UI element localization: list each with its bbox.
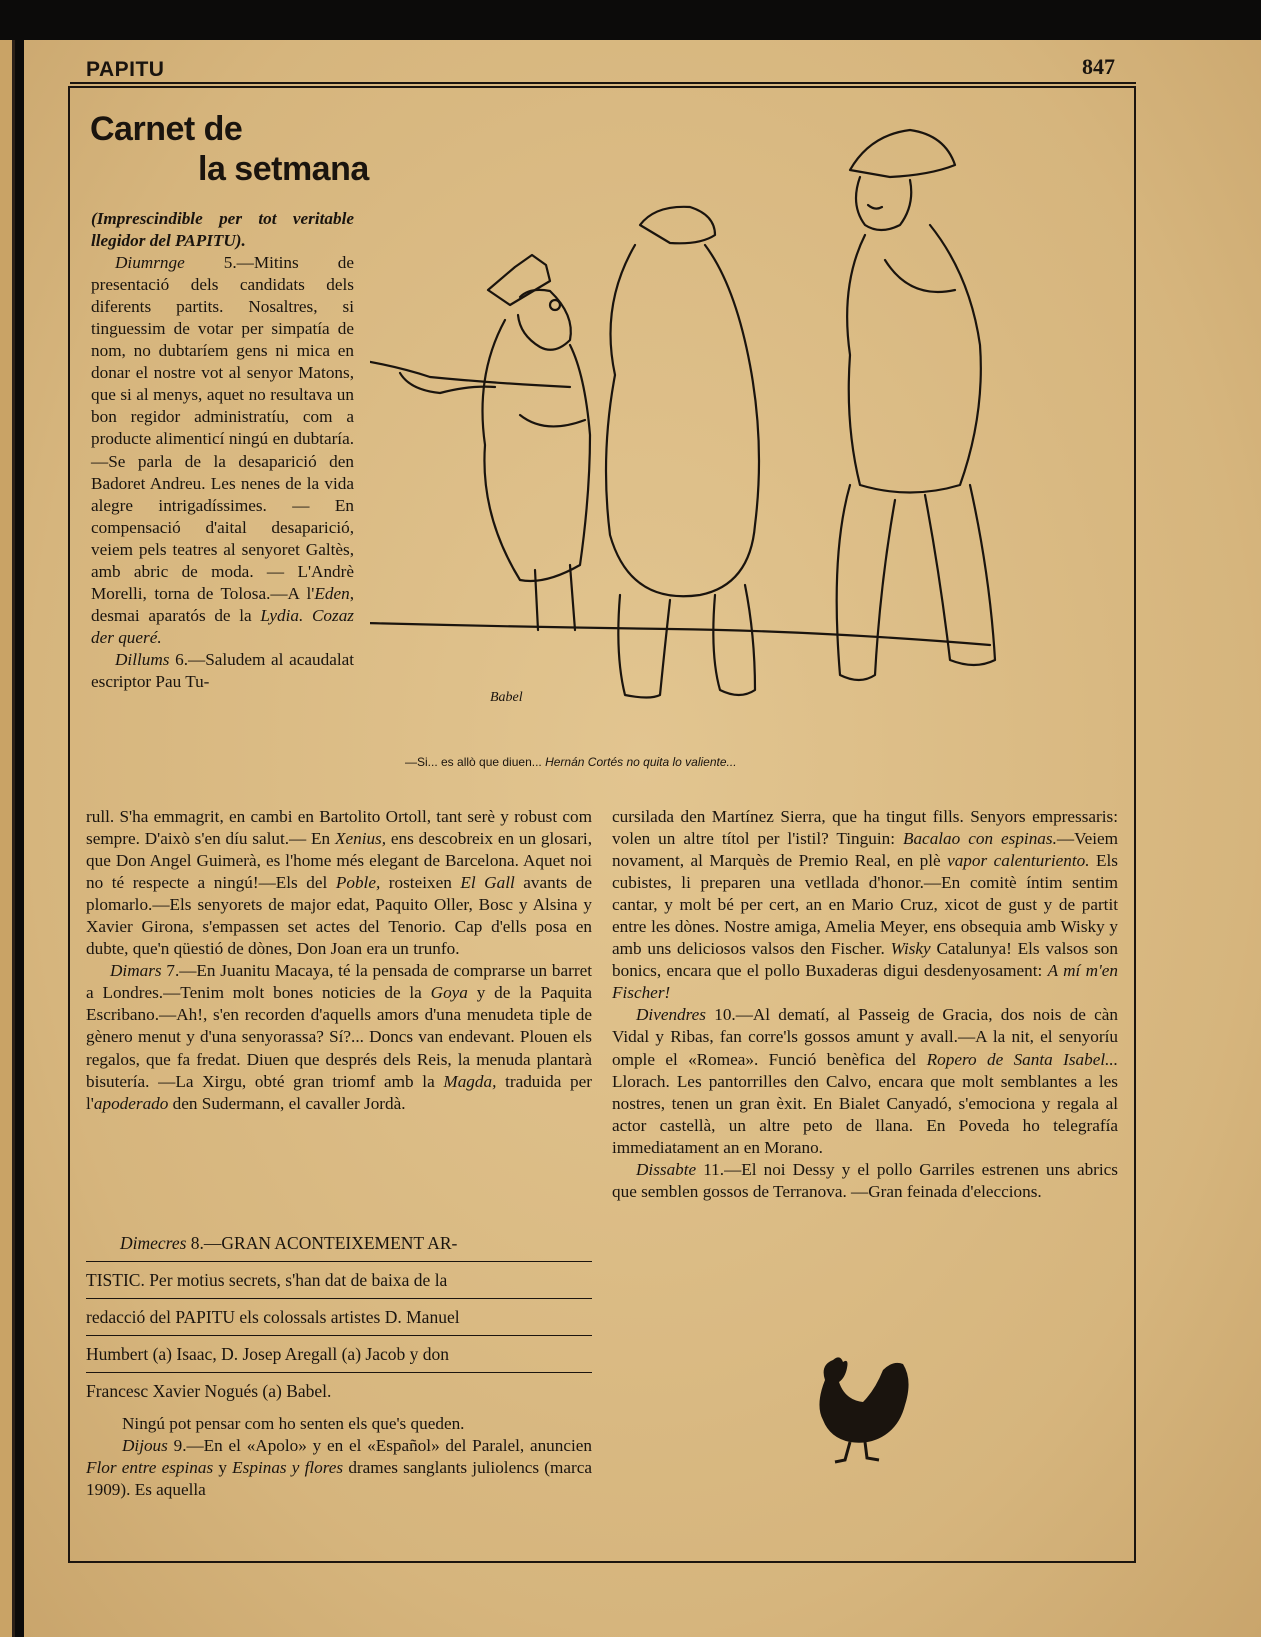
running-header: PAPITU [86,58,165,81]
announcement-line: Dimecres 8.—GRAN ACONTEIXEMENT AR- [86,1225,592,1262]
announcement-line: TISTIC. Per motius secrets, s'han dat de baixa de la [86,1262,592,1299]
middle-column [86,806,592,1115]
thursday-section [86,1413,592,1501]
announcement-line: Francesc Xavier Nogués (a) Babel. [86,1381,332,1401]
header-rule [70,82,1136,84]
announcement-line: redacció del PAPITU els colossals artistes D. Manuel [86,1299,592,1336]
entry-tuesday: Dimars 7.—En Juanitu Macaya, té la pensada de comprarse un barret a Londres.—Tenim molt bones noticies de la Goya y de la Paquita Escribano.—Ah!, s'en recorden d'aquells amors d'una menudeta tiple de gènero menut y d'una senyorassa? Sí?... Doncs van endevant. Plouen els regalos, que fa fredat. Diuen que després dels Reis, la menuda plantarà bisutería. —La Xirgu, obté gran triomf amb la Magda, traduida per l'apoderado den Sudermann, el cavaller Jordà. [86,961,593,1113]
entry-monday-start: Dillums 6.—Saludem al acaudalat escriptor Pau Tu- [91,649,354,691]
entry-sunday: Diumrnge 5.—Mitins de presentació dels candidats dels diferents partits. Nosaltres, si tinguessim de votar per simpatía de nom, no dubtaríem gens ni mica en donar el nostre vot al senyor Matons, que si al menys, aquet no resultava un bon regidor administratíu, com a producte alimenticí ningú en dubtaría.—Se parla de la desaparició den Badoret Andreu. Les nenes de la vida alegre intrigadíssimes. — En compensació d'aital desaparició, veiem pels teatres al senyoret Galtès, amb abric de moda. — L'Andrè Morelli, torna de Tolosa.—A l'Eden, desmai aparatós de la Lydia. Cozaz der queré. [91,253,354,647]
illustration-caption: —Si... es allò que diuen... Hernán Cortés no quita lo valiente... [405,755,737,769]
article-subtitle: (Imprescindible per tot veritable llegidor del PAPITU). [91,209,354,251]
entry-saturday: Dissabte 11.—El noi Dessy y el pollo Garriles estrenen uns abrics que semblen gossos de Terranova. —Gran feinada d'eleccions. [612,1159,1118,1201]
article-title-line2: la setmana [198,150,369,188]
article-title-line1: Carnet de [90,110,243,148]
announcement-line: Humbert (a) Isaac, D. Josep Aregall (a) Jacob y don [86,1336,592,1373]
entry-monday-cont: rull. S'ha emmagrit, en cambi en Bartolito Ortoll, tant serè y robust com sempre. D'això s'en díu salut.— En Xenius, ens descobreix en un glosari, que Don Angel Guimerà, es l'home més elegant de Barcelona. Aquet noi no té respecte a ningú!—Els del Poble, rosteixen El Gall avants de plomarlo.—Els senyorets de major edat, Paquito Oller, Bosc y Alsina y Xavier Girona, s'empassen set actes del Tenorio. Cap d'ells posa en dubte, que'n qüestió de dònes, Don Joan era un trunfo. [86,807,592,959]
page-number: 847 [1082,54,1115,79]
rooster-icon [805,1350,915,1465]
entry-thursday-cont: cursilada den Martínez Sierra, que ha tingut fills. Senyors empressaris: volen un altre títol per l'istil? Tinguin: Bacalao con espinas.—Veiem novament, al Marquès de Premio Real, en plè vapor calenturiento. Els cubistes, li preparen una vetllada d'honor.—En comitè íntim sentim cantar, y molt bé per cert, an en Mario Cruz, xicot de gust y de partit entre les dònes. Nostre amiga, Amelia Meyer, ens obsequia amb Wisky y amb uns deliciosos valsos den Fischer. Wisky Catalunya! Els valsos son bonics, encara que el pollo Buxaderas digui desdenyosament: A mí m'en Fischer! [612,807,1118,1003]
entry-friday: Divendres 10.—Al dematí, al Passeig de Gracia, dos nois de càn Vidal y Ribas, fan corre'ls gossos amunt y avall.—A la nit, el senyoríu omple el «Romea». Funció benèfica del Ropero de Santa Isabel... Llorach. Les pantorrilles den Calvo, encara que molt semblantes a les nostres, tenen un gran èxit. En Bialet Canyadó, s'emociona y regala al actor castellà, un altre peto de llana. En Poveda ho telegrafía immediatament an en Morano. [612,1005,1118,1157]
cartoon-illustration [370,115,1130,745]
entry-thursday: Dijous 9.—En el «Apolo» y en el «Español» del Paralel, anuncien Flor entre espinas y Espinas y flores drames sanglants juliolencs (marca 1909). Es aquella [86,1436,593,1499]
adjacent-page-edge [0,40,15,1637]
artist-signature: Babel [490,690,523,705]
right-column [612,806,1118,1203]
remaining-note: Ningú pot pensar com ho senten els que's queden. [122,1414,465,1433]
left-column [91,208,354,693]
wednesday-announcement [86,1225,592,1409]
